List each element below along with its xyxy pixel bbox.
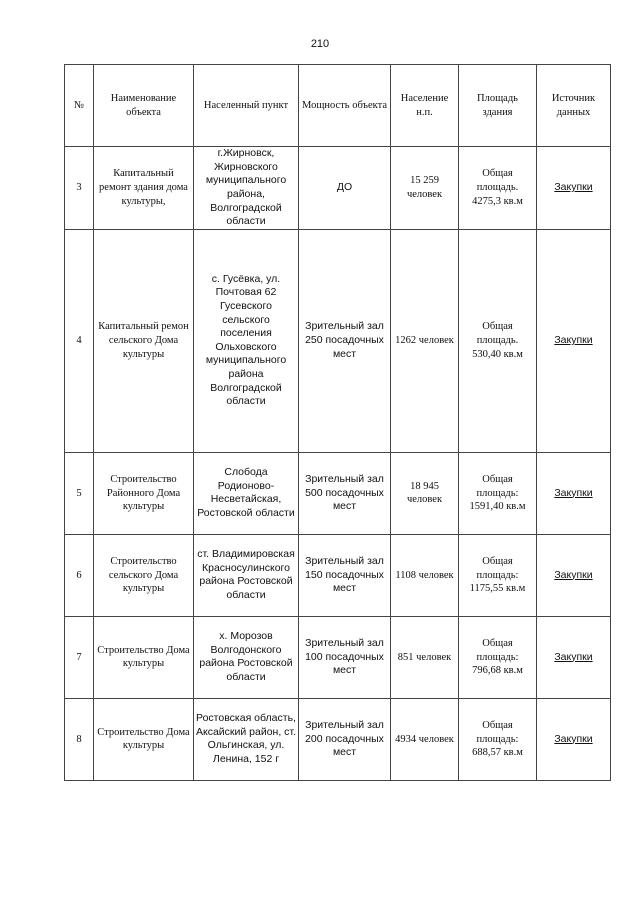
table-row: [65, 698, 611, 780]
cell-capacity: Зрительный зал 500 посадочных мест: [299, 452, 391, 534]
cell-place: ст. Владимировская Красносулинского района Ростовской области: [194, 534, 299, 616]
cell-population: 15 259 человек: [391, 147, 459, 230]
cell-place: с. Гусёвка, ул. Почтовая 62 Гусевского сельского поселения Ольховского муниципального района Волгоградской области: [194, 229, 299, 452]
cell-name: Строительство Районного Дома культуры: [94, 452, 194, 534]
cell-name: Строительство Дома культуры: [94, 698, 194, 780]
page-number: 210: [310, 38, 330, 50]
cell-num: 5: [65, 452, 94, 534]
source-link[interactable]: Закупки: [537, 147, 611, 230]
cell-population: 1262 человек: [391, 229, 459, 452]
col-header-source: Источник данных: [537, 65, 611, 147]
source-link[interactable]: Закупки: [537, 229, 611, 452]
table-row: [65, 452, 611, 534]
cell-population: 851 человек: [391, 616, 459, 698]
cell-place: х. Морозов Волгодонского района Ростовской области: [194, 616, 299, 698]
table-row: [65, 616, 611, 698]
cell-place: Ростовская область, Аксайский район, ст. Ольгинская, ул. Ленина, 152 г: [194, 698, 299, 780]
cell-capacity: Зрительный зал 150 посадочных мест: [299, 534, 391, 616]
cell-capacity: ДО: [299, 147, 391, 230]
cell-num: 7: [65, 616, 94, 698]
cell-name: Строительство сельского Дома культуры: [94, 534, 194, 616]
cell-name: Капитальный ремонт здания дома культуры,: [94, 147, 194, 230]
table-header-row: [65, 65, 611, 147]
source-link[interactable]: Закупки: [537, 698, 611, 780]
col-header-place: Населенный пункт: [194, 65, 299, 147]
cell-population: 1108 человек: [391, 534, 459, 616]
source-link[interactable]: Закупки: [537, 452, 611, 534]
col-header-population: Население н.п.: [391, 65, 459, 147]
cell-num: 6: [65, 534, 94, 616]
table-row: [65, 229, 611, 452]
source-link[interactable]: Закупки: [537, 534, 611, 616]
cell-area: Общая площадь. 4275,3 кв.м: [459, 147, 537, 230]
cell-population: 4934 человек: [391, 698, 459, 780]
cell-population: 18 945 человек: [391, 452, 459, 534]
cell-area: Общая площадь: 1591,40 кв.м: [459, 452, 537, 534]
cell-area: Общая площадь: 688,57 кв.м: [459, 698, 537, 780]
col-header-capacity: Мощность объекта: [299, 65, 391, 147]
cell-capacity: Зрительный зал 100 посадочных мест: [299, 616, 391, 698]
cell-num: 3: [65, 147, 94, 230]
table-row: [65, 147, 611, 230]
cell-place: Слобода Родионово-Несветайская, Ростовской области: [194, 452, 299, 534]
source-link[interactable]: Закупки: [537, 616, 611, 698]
cell-capacity: Зрительный зал 250 посадочных мест: [299, 229, 391, 452]
cell-name: Капитальный ремон сельского Дома культуры: [94, 229, 194, 452]
objects-table: [64, 64, 611, 781]
cell-area: Общая площадь: 796,68 кв.м: [459, 616, 537, 698]
cell-area: Общая площадь: 1175,55 кв.м: [459, 534, 537, 616]
cell-num: 4: [65, 229, 94, 452]
cell-num: 8: [65, 698, 94, 780]
cell-capacity: Зрительный зал 200 посадочных мест: [299, 698, 391, 780]
cell-name: Строительство Дома культуры: [94, 616, 194, 698]
col-header-area: Площадь здания: [459, 65, 537, 147]
cell-area: Общая площадь. 530,40 кв.м: [459, 229, 537, 452]
table-row: [65, 534, 611, 616]
cell-place: г.Жирновск, Жирновского муниципального района, Волгоградской области: [194, 147, 299, 230]
col-header-name: Наименование объекта: [94, 65, 194, 147]
col-header-num: №: [65, 65, 94, 147]
